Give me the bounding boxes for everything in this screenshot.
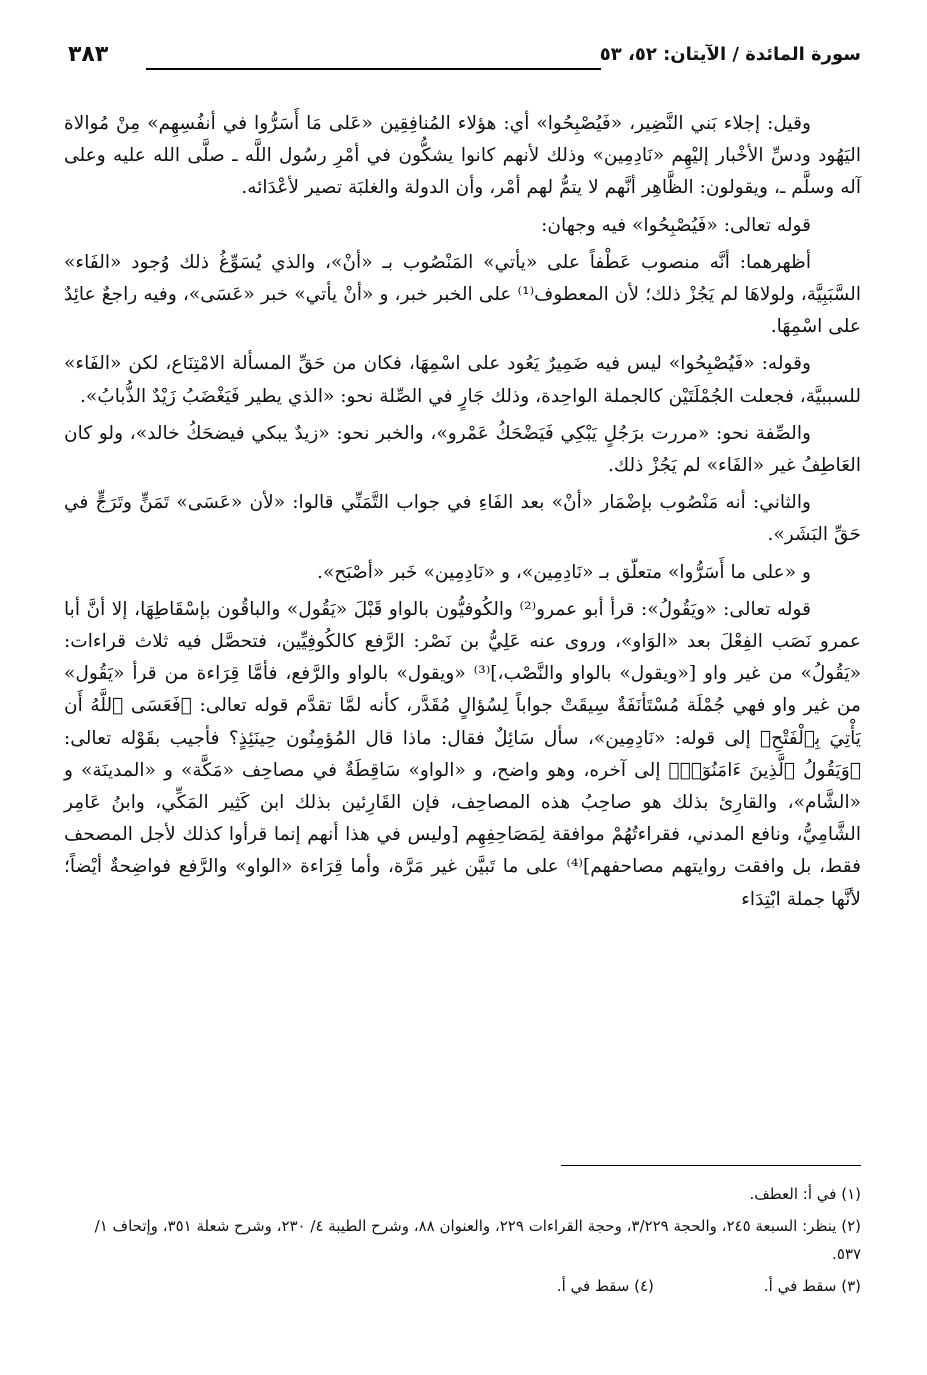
paragraph: أظهرهما: أنَّه منصوب عَطْفاً على «يأتي» المَنْصُوب بـ «أنْ»، والذي يُسَوِّغُ ذلك وُجود «الفَاء» السَّبَبِيَّة، ولولاهَا لم يَجُزْ ذلك؛ لأن المعطوف⁽¹⁾ على الخبر خبر، و «أنْ يأتي» خبر «عَسَى»، وفيه راجعٌ عائِدٌ على اسْمِهَا. (64, 251, 862, 338)
paragraph: قوله تعالى: «ويَقُولُ»: قرأ أبو عمرو⁽²⁾ والكُوفيُّون بالواو قَبْلَ «يَقُول» والباقُون بإسْقَاطِهَا، إلا أنَّ أبا عمرو نَصَب الفِعْلَ بعد «الوَاو»، وروى عنه عَلِيُّ بن نَصْر: الرَّفع كالكُوفِيِّين، فتحصَّل فيه ثلاث قراءات: «يَقُولُ» من غير واو [«ويقول» بالواو والنَّصْب،]⁽³⁾ «ويقول» بالواو والرَّفع، فأمَّا قِرَاءة من قرأ «يَقُول» من غير واو فهي جُمْلَة مُسْتَأنَفَةٌ سِيقَتْ جواباً لِسُؤالٍ مُقَدَّر، كأنه لمَّا تقدَّم قوله تعالى: ﴿فَعَسَى ٱللَّهُ أَن يَأْتِيَ بِٱلْفَتْحِ﴾ إلى قوله: «نَادِمِين»، سأل سَائِلٌ فقال: ماذا قال المُؤمِنُون حِينَئِذٍ؟ فأجيب بقَوْله تعالى: ﴿وَيَقُولُ ٱلَّذِينَ ءَامَنُوٓا۟﴾ إلى آخره، وهو واضح، و «الواو» سَاقِطَةٌ في مصاحِف «مَكَّة» و «المدينَة» و «الشَّام»، والقارِئ بذلك هو صاحِبُ هذه المصاحِف، فإن القَارِئين بذلك ابن كَثِير المَكِّي، وابنُ عَامِر الشَّامِيُّ، ونافع المدني، فقراءتُهُمْ موافقة لِمَصَاحِفِهِم [وليس في هذا أنهم إنما قرأوا كذلك لأجل المصحف فقط، بل وافقت روايتهم مصاحفهم]⁽⁴⁾ على ما تَبيَّن غير مَرَّة، وأما قِرَاءة «الواو» والرَّفع فواضِحةٌ أيْضاً؛ لأنَّها جملة ابْتِدَاء (64, 598, 861, 910)
page-number: ٣٨٣ (68, 42, 109, 67)
paragraph: وقيل: إجلاء بَني النَّضِير، «فَيُصْبِحُوا» أي: هؤلاء المُنافِقِين «عَلى مَا أَسَرُّوا في أنفُسِهِم» مِنْ مُوالاة اليَهُود ودسِّ الأخْبار إليْهِم «نَادِمِين» وذلك لأنهم كانوا يشكُّون في أمْرِ رسُول اللَّه ـ صلَّى الله عليه وعلى آله وسلَّم ـ، ويقولون: الظَّاهِر أنَّهم لا يتمُّ لهم أمْر، وأن الدولة والغلبَة تصير لأعْدَائه. (64, 113, 861, 199)
paragraph: قوله تعالى: «فَيُصْبِحُوا» فيه وجهان: (541, 214, 811, 236)
header-rule (146, 68, 601, 70)
running-title: سورة المائدة / الآيتان: ٥٢، ٥٣ (599, 44, 861, 65)
main-text (64, 108, 861, 921)
page-header (66, 40, 861, 80)
footnote-2: (٢) ينظر: السبعة ٢٤٥، والحجة ٣/٢٢٩، وحجة القراءات ٢٢٩، والعنوان ٨٨، وشرح الطيبة ٤/ ٢٣٠، وشرح شعلة ٣٥١، وإتحاف ١/ ٥٣٧. (94, 1217, 861, 1263)
footnote-row (64, 1272, 861, 1300)
footnote-1: (١) في أ: العطف. (749, 1185, 861, 1203)
paragraph: و «على ما أَسَرُّوا» متعلّق بـ «نَادِمِين»، و «نَادِمِين» خَبر «أصْبَح». (317, 561, 811, 583)
footnote-4: (٤) سقط في أ. (556, 1277, 654, 1295)
footnote-separator (561, 1165, 861, 1166)
paragraph: والصِّفة نحو: «مررت برَجُلٍ يَبْكِي فَيَضْحَكُ عَمْرو»، والخبر نحو: «زيدٌ يبكي فيضحَكُ خالد»، ولو كان العَاطِفُ غير «الفَاء» لم يَجُزْ ذلك. (64, 422, 861, 477)
paragraph: وقوله: «فَيُصْبِحُوا» ليس فيه ضَمِيرٌ يَعُود على اسْمِهَا، فكان من حَقِّ المسألة الامْتِنَاع، لكن «الفَاء» للسببيَّة، فجعلت الجُمْلَتَيْن كالجملة الواحِدة، وذلك جَارٍ في الصِّلة نحو: «الذي يطير فَيَغْضَبُ زَيْدٌ الذُّبابُ». (64, 353, 861, 407)
footnote-3: (٣) سقط في أ. (763, 1277, 861, 1295)
paragraph: والثاني: أنه مَنْصُوب بإضْمَار «أنْ» بعد الفَاءِ في جواب التَّمَنِّي قالوا: «لأن «عَسَى» تَمَنٍّ وتَرَجٍّ في حَقِّ البَشَر». (64, 492, 861, 546)
footnotes (64, 1180, 861, 1300)
